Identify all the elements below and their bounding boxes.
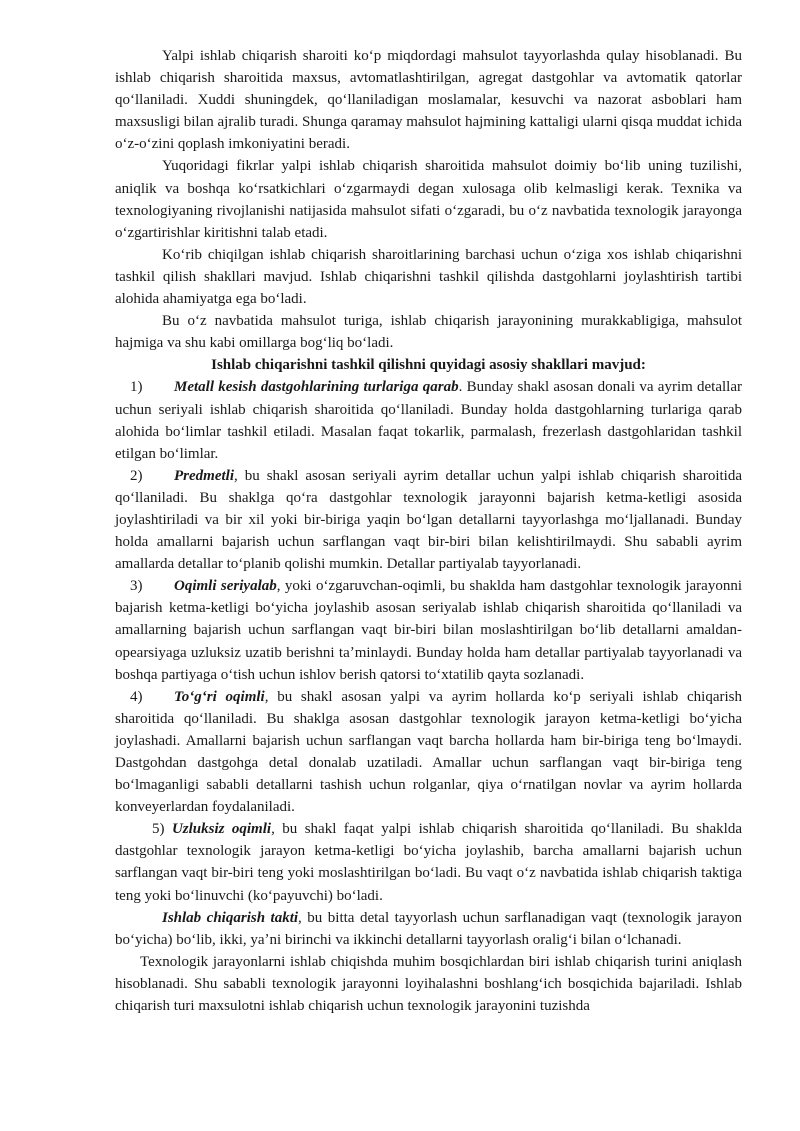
list-number: 2): [130, 467, 143, 484]
list-text: , bu shakl asosan yalpi va ayrim hollarda koʻp seriyali ishlab chiqarish sharoitida qoʻllaniladi. Bu shaklga asosan dastgohlar texnologik jarayon ketma-ketligi boʻyicha joylashadi. Amallarni bajarish uchun sarflangan vaqt barcha hollarda ham bir-biriga teng boʻlmaydi. Dastgohdan dastgohga detal donalab uzatiladi. Amallar uchun sarflangan vaqt bir-biriga teng boʻlmaganligi sababli detallarni tashish uchun rolganlar, qiya oʻrnatilgan novlar va ayrim hollarda konveyerlardan foydalaniladi.: [115, 688, 742, 816]
takt-paragraph: [115, 907, 742, 951]
list-item-3: [115, 575, 742, 685]
list-item-4: [115, 686, 742, 819]
list-number: 1): [130, 379, 143, 396]
list-text: , bu shakl faqat yalpi ishlab chiqarish sharoitida qoʻllaniladi. Bu shaklda dastgohlar texnologik jarayon ketma-ketligi boʻyicha joylashib, barcha amallarni bajarish uchun sarflangan vaqt bir-biri teng yoki moslashtirilgan boʻladi. Bu vaqt oʻz navbatida ishlab chiqarish taktiga teng yoki boʻlinuvchi (koʻpayuvchi) boʻladi.: [115, 821, 742, 904]
list-text: , bu shakl asosan seriyali ayrim detallar uchun yalpi ishlab chiqarish sharoitida qoʻllaniladi. Bu shaklga qoʻra dastgohlar texnologik jarayonni bajarish ketma-ketligi asosida joylashtiriladi va bir xil yoki bir-biriga yaqin boʻlgan detallarni tayyorlashga moʻljallanadi. Bunday holda amallarni bajarish uchun sarflangan vaqt bir-biri bilan kelishtirilmaydi. Shu sababli ayrim amallarda detallar toʻplanib qolishi mumkin. Detallar partiyalab tayyorlanadi.: [115, 467, 742, 573]
list-number: 4): [130, 688, 143, 705]
list-text: , yoki oʻzgaruvchan-oqimli, bu shaklda ham dastgohlar texnologik jarayonni bajarish ketma-ketligi boʻyicha joylashib asosan seriyalab ishlab chiqarish sharoitida qoʻllaniladi va amallarning bajarish uchun sarflangan vaqt bir-biri bilan moslashtirilgan boʻlib detallarni amaldan-opearsiyaga uzluksiz uzatib berishni taʼminlaydi. Bunday holda ham detallar partiyalab tayyorlanadi va boshqa partiyaga oʻtish uchun ishlov berish qatorsi toʻxtatilib qayta sozlanadi.: [115, 578, 742, 683]
list-term: Uzluksiz oqimli: [171, 821, 272, 838]
last-paragraph: Texnologik jarayonlarni ishlab chiqishda muhim bosqichlardan biri ishlab chiqarish turini aniqlash hisoblanadi. Shu sababli texnologik jarayonni loyihalashni boshlangʻich bosqichida bajariladi. Ishlab chiqarish turi maxsulotni ishlab chiqarish uchun texnologik jarayonini tuzishda: [115, 953, 742, 1015]
list-term: Oqimli seriyalab: [174, 578, 277, 595]
list-term: Toʻgʻri oqimli: [174, 688, 265, 705]
takt-text: , bu bitta detal tayyorlash uchun sarflanadigan vaqt (texnologik jarayon boʻyicha) boʻlib, ikki, yaʼni birinchi va ikkinchi detallarni tayyorlash oraligʻi bilan oʻlchanadi.: [115, 909, 742, 948]
list-number: 3): [130, 578, 143, 595]
takt-term: Ishlab chiqarish takti: [162, 909, 299, 926]
list-item-2: [115, 465, 742, 575]
list-term: Metall kesish dastgohlarining turlariga qarab: [174, 379, 459, 396]
paragraph-3: Koʻrib chiqilgan ishlab chiqarish sharoitlarining barchasi uchun oʻziga xos ishlab chiqarishni tashkil qilish shakllari mavjud. Ishlab chiqarishni tashkil qilishda dastgohlarni joylashtirish tartibi alohida ahamiyatga ega boʻladi.: [115, 246, 742, 308]
paragraph-2: Yuqoridagi fikrlar yalpi ishlab chiqarish sharoitida mahsulot doimiy boʻlib uning tuzilishi, aniqlik va boshqa koʻrsatkichlari oʻzgarmaydi degan xulosaga olib kelmasligi kerak. Texnika va texnologiyaning rivojlanishi natijasida mahsulot sifati oʻzgaradi, bu oʻz navbatida texnologik jarayonga oʻzgartirishlar kiritishni talab etadi.: [115, 158, 742, 241]
paragraph-1: Yalpi ishlab chiqarish sharoiti koʻp miqdordagi mahsulot tayyorlashda qulay hisoblanadi. Bu ishlab chiqarish sharoitida maxsus, avtomatlashtirilgan, agregat dastgohlar va avtomatik qatorlar qoʻllaniladi. Xuddi shuningdek, qoʻllaniladigan moslamalar, kesuvchi va nazorat asboblari ham maxsusligi bilan ajralib turadi. Shunga qaramay mahsulot hajmining kattaligi ularni qisqa muddat ichida oʻz-oʻzini qoplash imkoniyatini beradi.: [115, 48, 742, 153]
list-item-5: [115, 818, 742, 906]
section-heading: Ishlab chiqarishni tashkil qilishni quyidagi asosiy shakllari mavjud:: [211, 357, 646, 374]
list-term: Predmetli: [174, 467, 234, 484]
list-number: 5): [152, 821, 165, 838]
paragraph-4: Bu oʻz navbatida mahsulot turiga, ishlab chiqarish jarayonining murakkabligiga, mahsulot hajmiga va shu kabi omillarga bogʻliq boʻladi.: [115, 313, 742, 352]
list-item-1: [115, 376, 742, 464]
list-text: . Bunday shakl asosan donali va ayrim detallar uchun seriyali ishlab chiqarish sharoitida qoʻllaniladi. Bunday holda dastgohlarning turlariga qarab alohida boʻlimlar tashkil etiladi. Masalan faqat tokarlik, parmalash, frezerlash dastgohlaridan tashkil etilgan boʻlimlar.: [115, 379, 742, 462]
